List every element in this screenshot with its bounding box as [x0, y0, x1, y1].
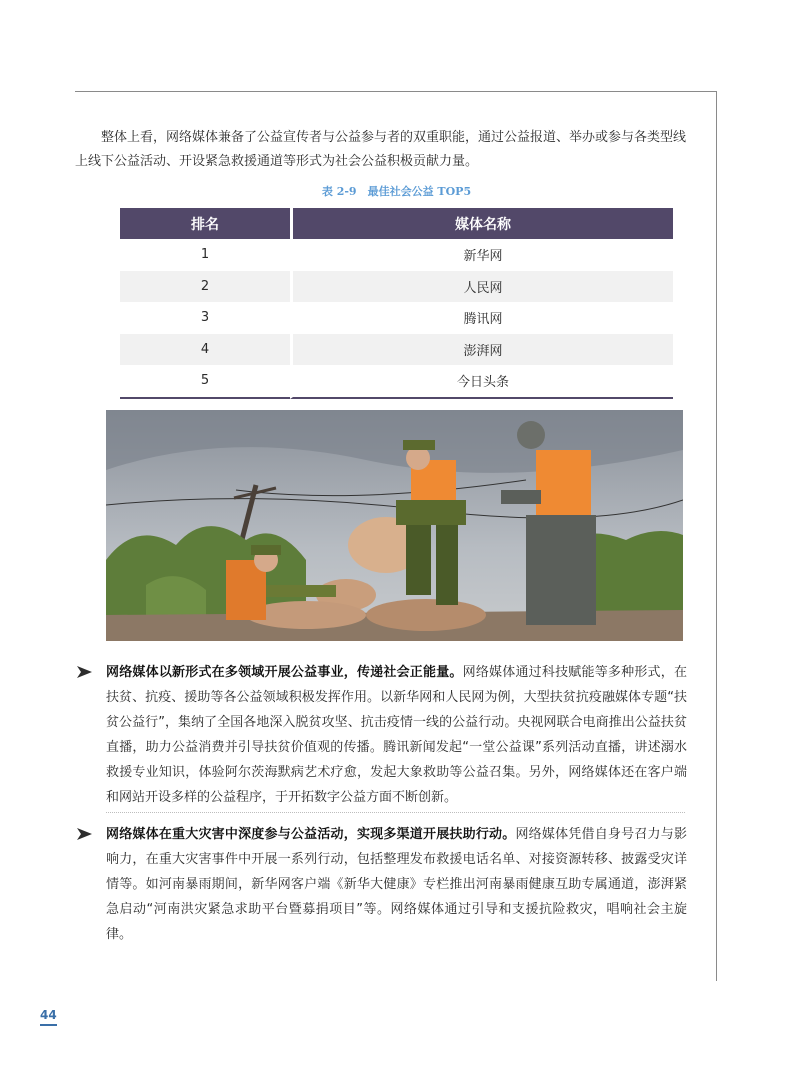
arrow-bullet-icon [75, 663, 93, 681]
table-row [120, 365, 673, 399]
media-cell: 腾讯网 [290, 302, 673, 334]
table-row [120, 302, 673, 334]
flood-rescue-illustration [106, 410, 683, 641]
arrow-bullet-icon [75, 825, 93, 843]
table-row [120, 334, 673, 366]
bullet-item [75, 822, 687, 947]
table-row [120, 271, 673, 303]
intro-paragraph: 整体上看，网络媒体兼备了公益宣传者与公益参与者的双重职能，通过公益报道、举办或参与各类型线上线下公益活动、开设紧急救援通道等形式为社会公益积极贡献力量。 [75, 130, 687, 169]
media-cell: 人民网 [290, 271, 673, 303]
rank-cell: 2 [120, 271, 290, 303]
table-row [120, 239, 673, 271]
page-number-underline [40, 1024, 57, 1026]
rank-cell: 3 [200, 310, 210, 326]
frame-right-line [716, 91, 717, 981]
bullet-body: 网络媒体通过科技赋能等多种形式，在扶贫、抗疫、援助等各公益领域积极发挥作用。以新华网和人民网为例，大型扶贫抗疫融媒体专题“扶贫公益行”，集纳了全国各地深入脱贫攻坚、抗击疫情一线的公益行动。央视网联合电商推出公益扶贫直播，助力公益消费并引导扶贫价值观的传播。腾讯新闻发起“一堂公益课”系列活动直播，讲述溺水救援专业知识，体验阿尔茨海默病艺术疗愈，发起大象救助等公益召集。另外，网络媒体还在客户端和网站开设多样的公益程序，于开拓数字公益方面不断创新。 [106, 665, 687, 805]
rank-cell: 5 [120, 365, 290, 399]
separator [106, 812, 685, 813]
header-media-name: 媒体名称 [290, 208, 673, 239]
bullet-lead: 网络媒体在重大灾害中深度参与公益活动，实现多渠道开展扶助行动。 [106, 827, 516, 842]
page-number: 44 [40, 1008, 57, 1022]
rank-cell: 1 [200, 247, 210, 263]
media-cell: 新华网 [290, 239, 673, 271]
rank-cell: 4 [120, 334, 290, 366]
bullet-body: 网络媒体凭借自身号召力与影响力，在重大灾害事件中开展一系列行动，包括整理发布救援电话名单、对接资源转移、披露受灾详情等。如河南暴雨期间，新华网客户端《新华大健康》专栏推出河南暴雨健康互助专属通道，澎湃紧急启动“河南洪灾紧急求助平台暨募捐项目”等。网络媒体通过引导和支援抗险救灾，唱响社会主旋律。 [106, 827, 687, 942]
ranking-table [120, 208, 673, 399]
frame-top-line [75, 91, 717, 92]
header-rank: 排名 [120, 208, 290, 239]
table-caption: 表 2-9 最佳社会公益 TOP5 [321, 185, 472, 198]
media-cell: 澎湃网 [290, 334, 673, 366]
bullet-lead: 网络媒体以新形式在多领域开展公益事业，传递社会正能量。 [106, 665, 463, 680]
bullet-item [75, 660, 687, 810]
media-cell: 今日头条 [290, 365, 673, 399]
